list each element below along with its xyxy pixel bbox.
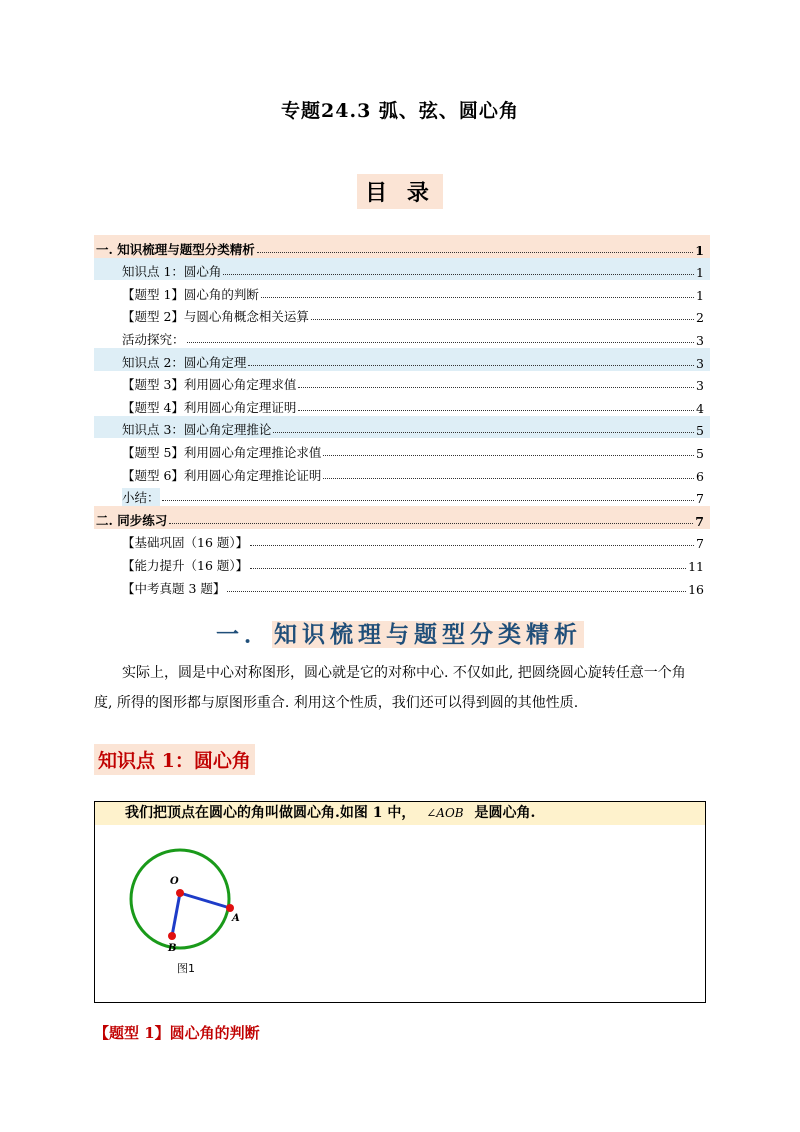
toc-entry-type5[interactable]: 【题型 5】利用圆心角定理推论求值 5 (122, 444, 704, 461)
section-heading (216, 621, 584, 648)
angle-symbol: ∠AOB (426, 806, 464, 820)
toc-entry-basic[interactable]: 【基础巩固（16 题）】 7 (122, 535, 704, 552)
point-a (226, 904, 234, 912)
section-title: 知识梳理与题型分类精析 (274, 621, 582, 648)
toc-entry-kp2[interactable]: 知识点 2：圆心角定理 3 (94, 348, 710, 371)
toc-entry-kp1[interactable]: 知识点 1：圆心角 1 (94, 258, 710, 281)
toc-entry-type3[interactable]: 【题型 3】利用圆心角定理求值 3 (122, 377, 704, 394)
knowledge-point-heading: 知识点 1：圆心角 (94, 744, 255, 775)
toc-entry-section-1[interactable]: 一. 知识梳理与题型分类精析 1 (94, 235, 710, 258)
toc-entry-summary[interactable]: 小结： 7 (122, 490, 704, 507)
point-b (168, 932, 176, 940)
toc-entry-advanced[interactable]: 【能力提升（16 题）】 11 (122, 557, 704, 574)
section-number: 一． (216, 621, 272, 648)
circle-figure (124, 832, 251, 984)
toc-entry-type4[interactable]: 【题型 4】利用圆心角定理证明 4 (122, 399, 704, 416)
toc-entry-kp3[interactable]: 知识点 3：圆心角定理推论 5 (94, 416, 710, 439)
definition-text: 我们把顶点在圆心的角叫做圆心角.如图 1 中， ∠AOB 是圆心角. (95, 802, 705, 825)
toc-entry-section-2[interactable]: 二. 同步练习 7 (94, 506, 710, 529)
label-b: B (168, 943, 177, 954)
toc-entry-activity[interactable]: 活动探究： 3 (122, 331, 704, 348)
toc-heading: 目 录 (357, 174, 443, 209)
point-o (176, 889, 184, 897)
type-heading: 【题型 1】圆心角的判断 (94, 1024, 260, 1042)
toc-entry-type1[interactable]: 【题型 1】圆心角的判断 1 (122, 286, 704, 303)
radius-ob (172, 893, 180, 936)
label-a: A (232, 913, 240, 924)
circle-diagram (124, 832, 251, 984)
toc-entry-type6[interactable]: 【题型 6】利用圆心角定理推论证明 6 (122, 467, 704, 484)
intro-line-1: 实际上，圆是中心对称图形，圆心就是它的对称中心. 不仅如此, 把圆绕圆心旋转任意一个角 (122, 665, 686, 681)
toc-entry-exam[interactable]: 【中考真题 3 题】 16 (122, 580, 704, 597)
radius-oa (180, 893, 230, 908)
toc-entry-type2[interactable]: 【题型 2】与圆心角概念相关运算 2 (122, 309, 704, 326)
intro-line-2: 度, 所得的图形都与原图形重合. 利用这个性质，我们还可以得到圆的其他性质. (94, 695, 579, 711)
label-o: O (170, 876, 179, 887)
figure-caption: 图1 (177, 962, 195, 975)
table-of-contents (94, 235, 710, 597)
definition-box (94, 801, 706, 1003)
document-title: 专题24.3 弧、弦、圆心角 (281, 100, 519, 122)
